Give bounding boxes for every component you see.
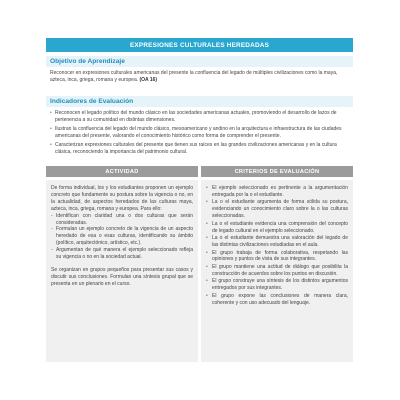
criteria-item: • El grupo expone las conclusiones de manera clara, coherente y con uso adecuado del lenguaje. xyxy=(206,293,348,307)
criteria-item: • El grupo construye una síntesis de los distintos argumentos entregados por sus integrantes. xyxy=(206,278,348,292)
indicadores-heading: Indicadores de Evaluación xyxy=(46,96,353,107)
activity-cell xyxy=(46,180,198,362)
objetivo-text-block xyxy=(50,70,350,85)
activity-steps xyxy=(51,213,193,261)
criteria-item: • El grupo mantiene una actitud de diálogo que posibilita la construcción de acuerdos sobre los puntos en discusión. xyxy=(206,264,348,278)
criteria-item: • La o el estudiante demuestra una valoración del legado de las distintas civilizaciones estudiadas en el aula. xyxy=(206,235,348,249)
indicador-item: • Caracterizan expresiones culturales del presente que tienen sus raíces en las grandes civilizaciones americanas y en la cultura clásica, reconociendo la importancia del patrimonio cultural. xyxy=(50,142,352,156)
objetivo-heading: Objetivo de Aprendizaje xyxy=(46,56,353,67)
page-title: EXPRESIONES CULTURALES HEREDADAS xyxy=(46,38,353,52)
objetivo-text: Reconocer en expresiones culturales americanas del presente la confluencia del legado de múltiples civilizaciones como la maya, azteca, inca, griega, romana y europea. xyxy=(50,70,338,84)
activity-step: - Identifican con claridad una o dos culturas que serán consideradas. xyxy=(51,213,193,227)
criteria-item: • El grupo trabaja de forma colaborativa, respetando las opiniones y puntos de vista de sus integrantes. xyxy=(206,250,348,264)
activity-outro: Se organizan en grupos pequeños para presentar sus casos y discutir sus conclusiones. Formulan una síntesis grupal que se presenta en un plenario en el curso. xyxy=(51,266,193,287)
criteria-cell xyxy=(201,180,353,362)
criteria-item: • La o el estudiante evidencia una comprensión del concepto de legado cultural en el ejemplo seleccionado. xyxy=(206,221,348,235)
indicadores-list xyxy=(50,110,352,157)
activity-table xyxy=(46,166,353,362)
activity-step: - Formulan un ejemplo concreto de la vigencia de un aspecto heredado de esa o esas culturas, identificando su ámbito (político, arquitectónico, artístico, etc.). xyxy=(51,226,193,247)
objetivo-code: (OA 16) xyxy=(139,77,158,84)
activity-step: - Argumentan de qué manera el ejemplo seleccionado refleja su vigencia o no en la sociedad actual. xyxy=(51,247,193,261)
indicador-item: • Ilustran la confluencia del legado del mundo clásico, mesoamericano y andino en la arquitectura e infraestructura de las ciudades americanas del presente, valorando el conocimiento histórico como forma de comprender el presente. xyxy=(50,126,352,140)
column-header-actividad: ACTIVIDAD xyxy=(46,166,198,177)
criteria-item: • El ejemplo seleccionado es pertinente a la argumentación entregada por la o el estudiante. xyxy=(206,185,348,199)
criteria-list xyxy=(206,185,348,307)
column-header-criterios: CRITERIOS DE EVALUACIÓN xyxy=(201,166,353,177)
indicador-item: • Reconocen el legado político del mundo clásico en las sociedades americanas actuales, promoviendo el desarrollo de lazos de pertenencia a su comunidad en distintas dimensiones. xyxy=(50,110,352,124)
activity-intro: De forma individual, los y los estudiantes proponen un ejemplo concreto que fundamente su postura sobre la vigencia o no, en la actualidad, de aspectos heredados de las culturas maya, azteca, inca, griega, romana y europea. Para ello: xyxy=(51,185,193,212)
criteria-item: • La o el estudiante argumenta de forma sólida su postura, evidenciando un conocimiento claro sobre la o las culturas seleccionadas. xyxy=(206,199,348,220)
